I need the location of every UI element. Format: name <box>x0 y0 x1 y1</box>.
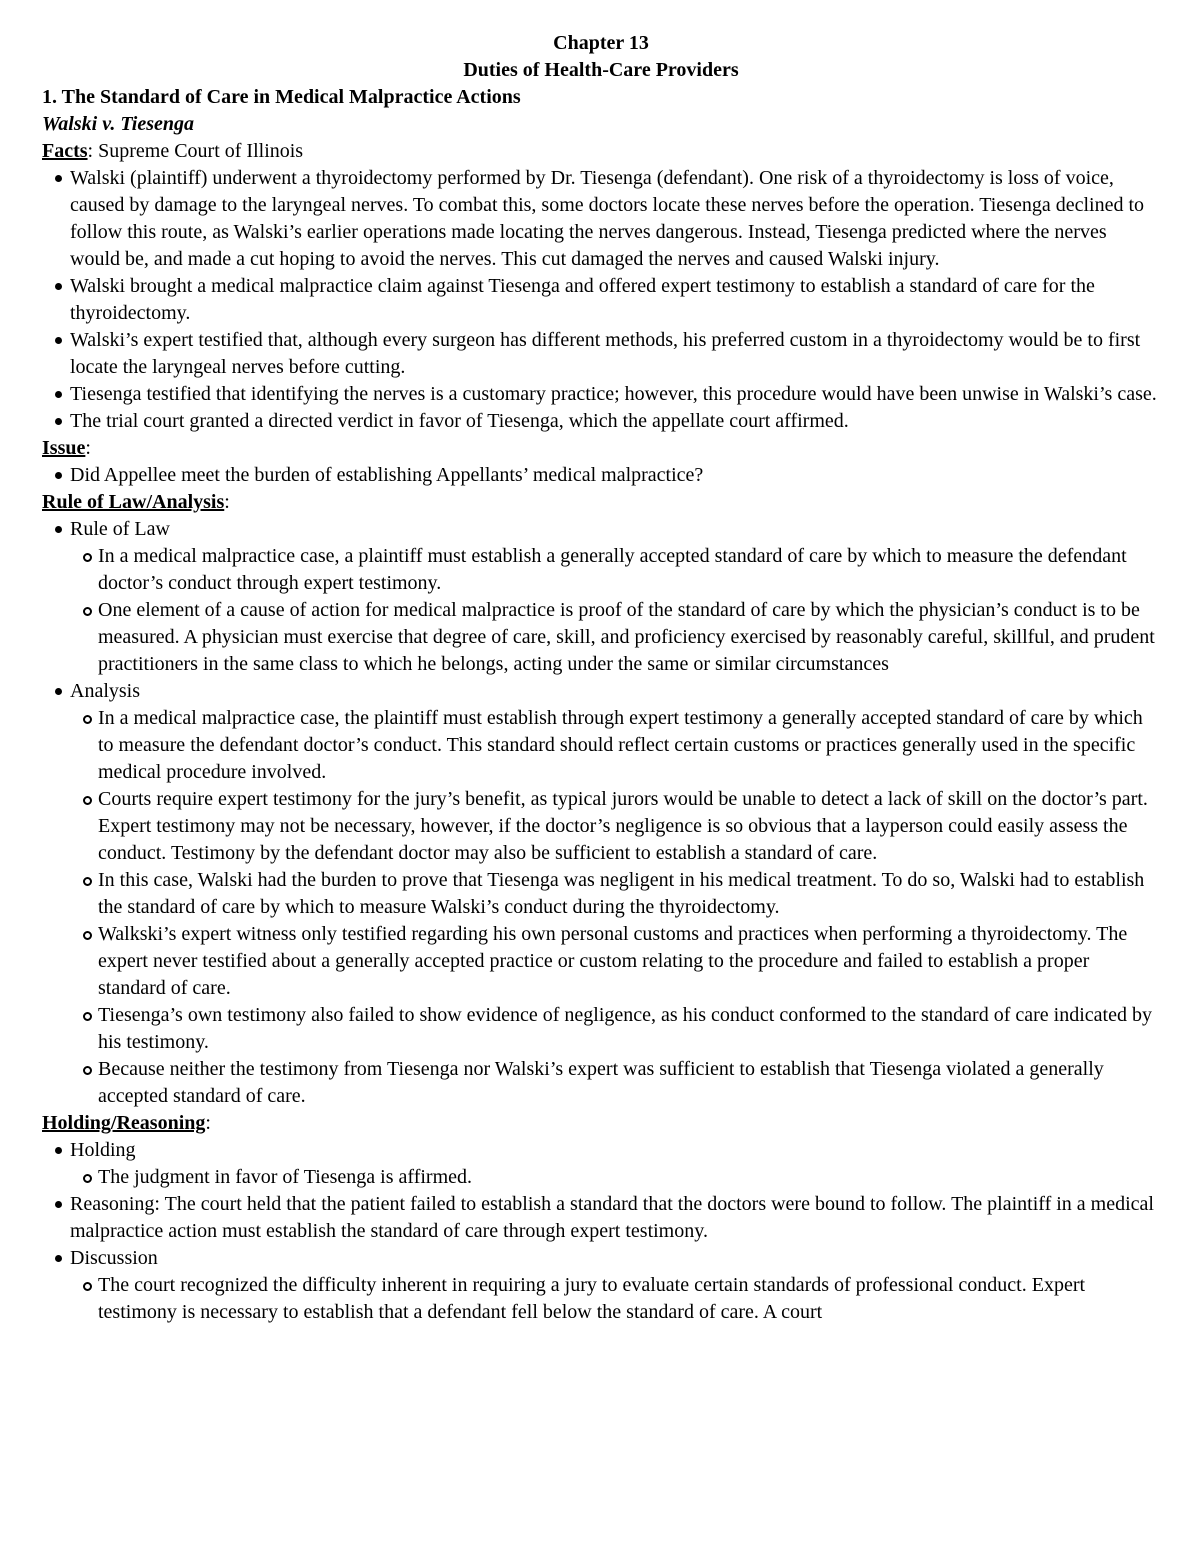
discussion-subitem: The court recognized the difficulty inherent in requiring a jury to evaluate certain standards of professional conduct. Expert testimony is necessary to establish that a defendant fell below the standard of care. A court <box>42 1272 1160 1326</box>
issue-heading <box>42 435 1160 462</box>
facts-list <box>42 165 1160 435</box>
rule-list <box>42 516 1160 1110</box>
facts-item: Tiesenga testified that identifying the nerves is a customary practice; however, this procedure would have been unwise in Walski’s case. <box>42 381 1160 408</box>
analysis-subitem: Tiesenga’s own testimony also failed to show evidence of negligence, as his conduct conformed to the standard of care indicated by his testimony. <box>42 1002 1160 1056</box>
rule-of-law-title: Rule of Law <box>70 518 170 540</box>
section-heading: 1. The Standard of Care in Medical Malpractice Actions <box>42 86 521 108</box>
holding-item <box>42 1137 1160 1191</box>
case-name: Walski v. Tiesenga <box>42 113 195 135</box>
discussion-sublist <box>70 1272 1160 1326</box>
holding-label: Holding/Reasoning <box>42 1112 206 1134</box>
facts-item: Walski’s expert testified that, although every surgeon has different methods, his preferred custom in a thyroidectomy would be to first locate the laryngeal nerves before cutting. <box>42 327 1160 381</box>
issue-colon: : <box>85 437 91 459</box>
discussion-item <box>42 1245 1160 1326</box>
discussion-title: Discussion <box>70 1247 158 1269</box>
facts-intro: : Supreme Court of Illinois <box>87 140 304 162</box>
analysis-subitem: In a medical malpractice case, the plaintiff must establish through expert testimony a generally accepted standard of care by which to measure the defendant doctor’s conduct. This standard should reflect certain customs or practices generally used in the specific medical procedure involved. <box>42 705 1160 786</box>
facts-label: Facts <box>42 140 88 162</box>
facts-item: Walski brought a medical malpractice claim against Tiesenga and offered expert testimony to establish a standard of care for the thyroidectomy. <box>42 273 1160 327</box>
holding-title: Holding <box>70 1139 136 1161</box>
rule-colon: : <box>224 491 230 513</box>
analysis-subitem: Because neither the testimony from Tiesenga nor Walski’s expert was sufficient to establish that Tiesenga violated a generally accepted standard of care. <box>42 1056 1160 1110</box>
analysis-sublist <box>70 705 1160 1110</box>
issue-item: Did Appellee meet the burden of establishing Appellants’ medical malpractice? <box>42 462 1160 489</box>
rule-of-law-subitem: One element of a cause of action for medical malpractice is proof of the standard of care by which the physician’s conduct is to be measured. A physician must exercise that degree of care, skill, and proficiency exercised by reasonably careful, skillful, and prudent practitioners in the same class to which he belongs, acting under the same or similar circumstances <box>42 597 1160 678</box>
holding-list <box>42 1137 1160 1326</box>
analysis-subitem: Courts require expert testimony for the jury’s benefit, as typical jurors would be unable to detect a lack of skill on the doctor’s part. Expert testimony may not be necessary, however, if the doctor’s negligence is so obvious that a layperson could easily assess the conduct. Testimony by the defendant doctor may also be sufficient to establish a standard of care. <box>42 786 1160 867</box>
analysis-subitem: In this case, Walski had the burden to prove that Tiesenga was negligent in his medical treatment. To do so, Walski had to establish the standard of care by which to measure Walski’s conduct during the thyroidectomy. <box>42 867 1160 921</box>
reasoning-item: Reasoning: The court held that the patient failed to establish a standard that the doctors were bound to follow. The plaintiff in a medical malpractice action must establish the standard of care through expert testimony. <box>42 1191 1160 1245</box>
facts-item: The trial court granted a directed verdict in favor of Tiesenga, which the appellate court affirmed. <box>42 408 1160 435</box>
analysis-subitem: Walkski’s expert witness only testified regarding his own personal customs and practices when performing a thyroidectomy. The expert never testified about a generally accepted practice or custom relating to the procedure and failed to establish a proper standard of care. <box>42 921 1160 1002</box>
analysis-item <box>42 678 1160 1110</box>
facts-heading <box>42 138 1160 165</box>
holding-colon: : <box>205 1112 211 1134</box>
rule-of-law-item <box>42 516 1160 678</box>
rule-heading <box>42 489 1160 516</box>
rule-of-law-subitem: In a medical malpractice case, a plaintiff must establish a generally accepted standard of care by which to measure the defendant doctor’s conduct through expert testimony. <box>42 543 1160 597</box>
issue-label: Issue <box>42 437 86 459</box>
holding-sublist <box>70 1164 1160 1191</box>
analysis-title: Analysis <box>70 680 140 702</box>
facts-item: Walski (plaintiff) underwent a thyroidectomy performed by Dr. Tiesenga (defendant). One risk of a thyroidectomy is loss of voice, caused by damage to the laryngeal nerves. To combat this, some doctors locate these nerves before the operation. Tiesenga declined to follow this route, as Walski’s earlier operations made locating the nerves dangerous. Instead, Tiesenga predicted where the nerves would be, and made a cut hoping to avoid the nerves. This cut damaged the nerves and caused Walski injury. <box>42 165 1160 273</box>
chapter-title: Duties of Health-Care Providers <box>463 59 739 81</box>
holding-heading <box>42 1110 1160 1137</box>
holding-subitem: The judgment in favor of Tiesenga is affirmed. <box>42 1164 1160 1191</box>
rule-of-law-sublist <box>70 543 1160 678</box>
issue-list <box>42 462 1160 489</box>
chapter-number: Chapter 13 <box>553 32 649 54</box>
rule-label: Rule of Law/Analysis <box>42 491 225 513</box>
